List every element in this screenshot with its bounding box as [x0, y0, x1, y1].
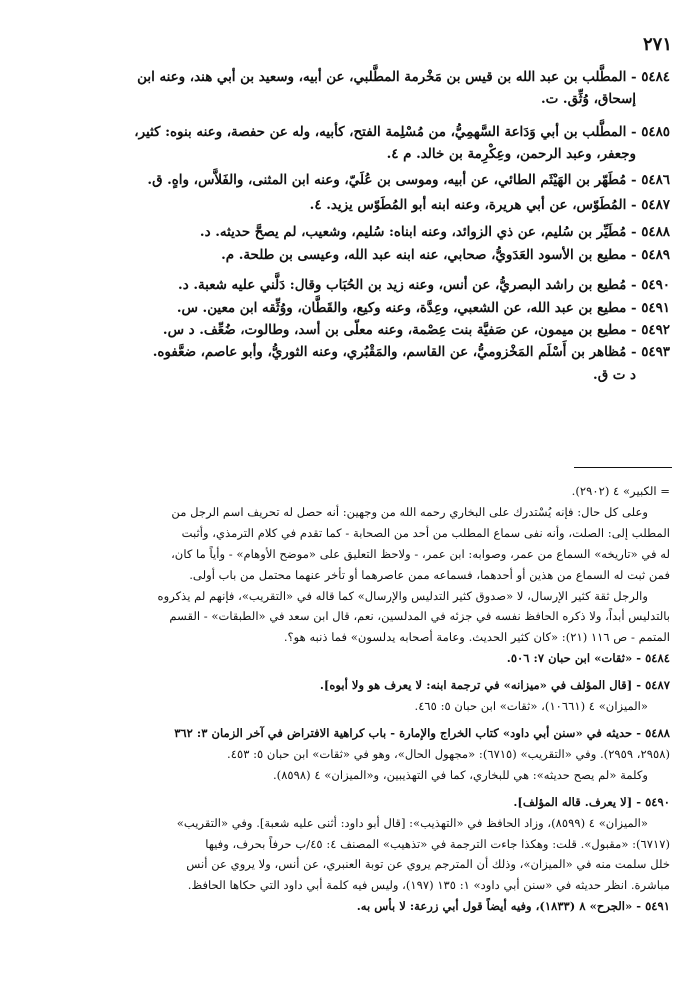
- footnote-line: ٥٤٨٧ - [قال المؤلف في «ميزانه» في ترجمة ابنه: لا يعرف هو ولا أبوه].: [319, 678, 670, 693]
- footnote-line: له في «تاريخه» السماع من عمر، وصوابه: ابن عمر، - ولاحظ التعليق على «موضح الأوهام» - وأياً ما كان،: [171, 546, 670, 561]
- footnote-line: المتمم - ص ١١٦ (٢١): «كان كثير الحديث. وعامة أصحابه يدلسون» فما ذنبه هو؟.: [283, 630, 670, 645]
- entry-line: ٥٤٩١ - مطيع بن عبد الله، عن الشعبي، وعِدَّة، وعنه وكيع، والقَطَّان، ووُثِّقه ابن معين. س.: [176, 299, 670, 316]
- entry-line: ٥٤٨٤ - المطَّلب بن عبد الله بن قيس بن مَخْرمة المطَّلبي، عن أبيه، وسعيد بن أبي هند، وعنه ابن: [137, 69, 670, 85]
- entry-line: د ت ق.: [593, 366, 636, 383]
- footnote-line: وكلمة «لم يصح حديثه»: هي للبخاري، كما في التهذيبين، و«الميزان» ٤ (٨٥٩٨).: [272, 767, 648, 782]
- footnotes: [24, 481, 670, 917]
- footnote-line: = الكبير» ٤ (٢٩٠٢).: [571, 484, 670, 498]
- entry-line: ٥٤٩٠ - مُطيع بن راشد البصريُّ، عن أنس، وعنه زيد بن الحُبَاب وقال: دَلَّني عليه شعبة. د.: [178, 277, 670, 294]
- footnote-line: بالتدليس أبداً، ولا ذكره الحافظ نفسه في جزئه في المدلسين، نعم، قال ابن سعد في «الطبقات» - القسم: [169, 609, 670, 624]
- footnote-line: مباشرة. انظر حديثه في «سنن أبي داود» ١: ١٣٥ (١٩٧)، وليس فيه كلمة أبي داود التي حكاها الحافظ.: [187, 878, 670, 893]
- footnote-line: ٥٤٩٠ - [لا يعرف. قاله المؤلف].: [513, 794, 670, 809]
- footnote-line: والرجل ثقة كثير الإرسال، لا «صدوق كثير التدليس والإرسال» كما قاله في «التقريب»، فإنهم لم يذكروه: [157, 588, 648, 603]
- footnote-line: المطلب إلى: الصلت، وأنه نفى سماع المطلب من أحد من الصحابة - كما تقدم في كلام الترمذي، وأثبت: [181, 525, 670, 540]
- entry-line: ٥٤٨٥ - المطَّلب بن أبي وَدَاعة السَّهمِيُّ، من مُسْلِمة الفتح، كأبيه، وله عن حفصة، وعنه بنوه: كثير،: [134, 123, 670, 140]
- page-number: ٢٧١: [642, 34, 672, 55]
- entry-line: ٥٤٨٨ - مُطَيِّر بن سُليم، عن ذي الزوائد، وعنه ابناه: سُليم، وشعيب، لم يصحَّ حديثه. د.: [199, 224, 670, 241]
- entry-line: ٥٤٨٦ - مُطَهّر بن الهَيْثَم الطائي، عن أبيه، وموسى بن عُلَيّ، وعنه ابن المثنى، والفَلاَّس، واهٍ. ق.: [147, 171, 670, 188]
- footnote-line: ٥٤٩١ - «الجرح» ٨ (١٨٣٣)، وفيه أيضاً قول أبي زرعة: لا بأس به.: [356, 899, 670, 914]
- footnote-line: (٢٩٥٨، ٢٩٥٩). وفي «التقريب» (٦٧١٥): «مجهول الحال»، وهو في «ثقات» ابن حبان ٥: ٤٥٣.: [227, 746, 670, 761]
- footnote-line: ٥٤٨٤ - «ثقات» ابن حبان ٧: ٥٠٦.: [506, 651, 670, 666]
- entry-line: ٥٤٩٣ - مُظاهر بن أَسْلَم المَخْزوميُّ، عن القاسم، والمَقْبُري، وعنه الثوريُّ، وأبو عاصم، ضعَّفوه.: [152, 344, 670, 361]
- entry-line: ٥٤٩٢ - مطيع بن ميمون، عن صَفيَّة بنت عِصْمة، وعنه معلّى بن أسد، وطالوت، ضُعِّف. د س.: [162, 322, 670, 339]
- footnote-line: (٦٧١٧): «مقبول». قلت: وهكذا جاءت الترجمة في «تذهيب» المصنف ٤: ٤٥/ب حرفاً بحرف، وفيها: [205, 836, 670, 851]
- footnote-line: وعلى كل حال: فإنه يُسْتدرك على البخاري رحمه الله من وجهين: أنه حصل له تحريف اسم الرجل من: [171, 504, 648, 519]
- entry-line: ٥٤٨٩ - مطيع بن الأسود العَدَويُّ، صحابي، عنه ابنه عبد الله، وعيسى بن طلحة. م.: [221, 246, 670, 263]
- entry-line: ٥٤٨٧ - المُطَوّس، عن أبي هريرة، وعنه ابنه أبو المُطَوّس يزيد. ٤.: [309, 197, 670, 214]
- main-text: [24, 66, 670, 386]
- footnote-line: «الميزان» ٤ (٨٥٩٩)، وزاد الحافظ في «التهذيب»: [قال أبو داود: أثنى عليه شعبة]. وفي «التقريب»: [176, 815, 648, 830]
- footnote-line: خلل سلمت منه في «الميزان»، وذلك أن المترجم يروي عن توبة العنبري، عن أنس، ولا يروي عن أنس: [186, 857, 670, 872]
- footnote-line: فمن ثبت له السماع من هذين أو أحدهما، فسماعه ممن عاصرهما أو تأخر عنهما محتمل من باب أولى.: [189, 567, 670, 582]
- footnote-line: ٥٤٨٨ - حديثه في «سنن أبي داود» كتاب الخراج والإمارة - باب كراهية الافتراض في آخر الزمان ٣: ٣٦٢: [174, 725, 670, 740]
- footnote-line: «الميزان» ٤ (١٠٦٦١)، «ثقات» ابن حبان ٥: ٤٦٥.: [414, 699, 648, 714]
- footnote-separator: [574, 467, 672, 468]
- entry-line: إسحاق، وُثِّق. ت.: [541, 91, 636, 108]
- entry-line: وجعفر، وعبد الرحمن، وعِكْرِمة بن خالد. م ٤.: [386, 146, 636, 163]
